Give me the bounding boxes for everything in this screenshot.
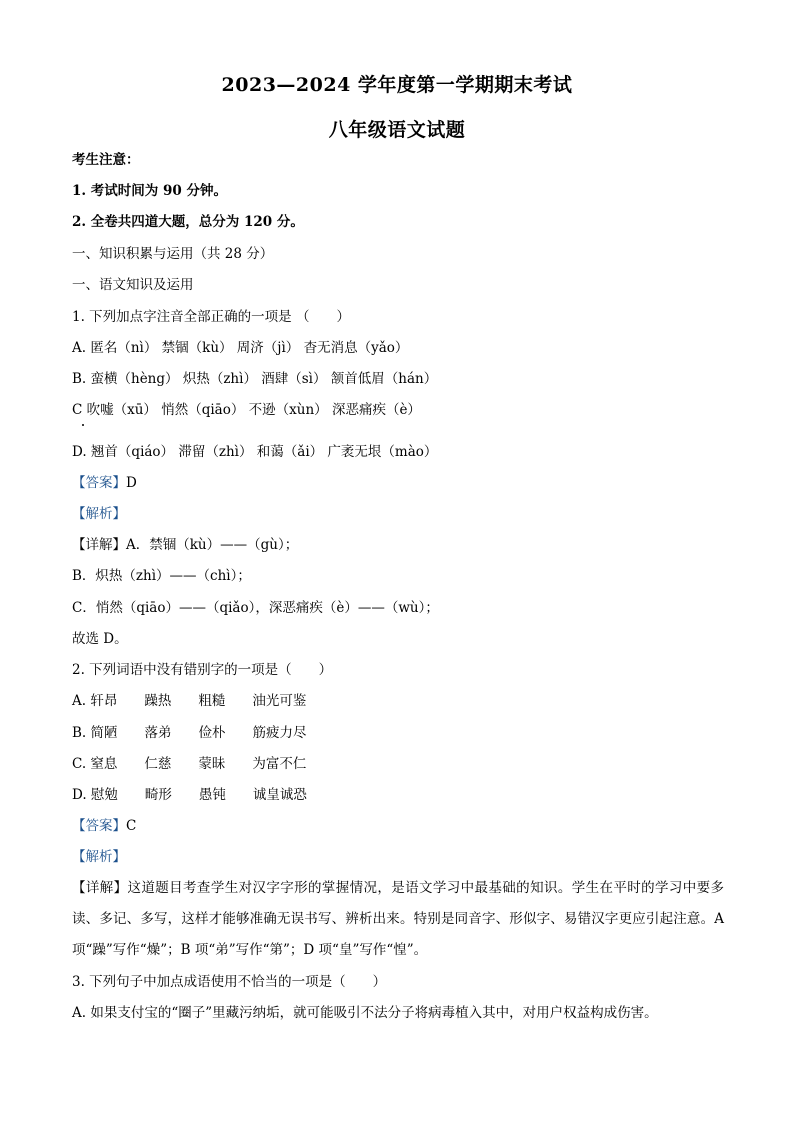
q1-conclusion: 故选 D。 <box>72 631 128 647</box>
notice-item-1: 1. 考试时间为 90 分钟。 <box>72 183 227 199</box>
exam-subtitle: 八年级语文试题 <box>328 119 466 141</box>
q2-option-a: A. 轩昂 躁热 粗糙 油光可鉴 <box>72 693 307 709</box>
q2-analysis-tag: 【解析】 <box>72 849 126 865</box>
answer-tag: 【答案】 <box>72 475 126 491</box>
q3-stem: 3. 下列句子中加点成语使用不恰当的一项是（ ） <box>72 974 387 990</box>
detail-tag: 【详解】 <box>72 880 128 896</box>
q1-detail-3: C．悄然（qiāo）——（qiǎo），深恶痛疾（è）——（wù）； <box>72 600 439 616</box>
section-part1: 一、知识积累与运用（共 28 分） <box>72 246 274 262</box>
q1-option-b: B. 蛮横（hèng） 炽热（zhì） 酒肆（sì） 颔首低眉（hán） <box>72 371 438 387</box>
notice-heading: 考生注意： <box>72 152 140 168</box>
detail-text: 这道题目考查学生对汉字字形的掌握情况，是语文学习中最基础的知识。学生在平时的学习中要多读、多记、多写，这样才能够准确无误书写、辨析出来。特别是同音字、形似字、易错汉字更应引起注意。A 项“躁”写作“燥”；B 项“弟”写作“第”；D 项“皇”写作“惶”。 <box>72 880 725 958</box>
q1-option-a: A. 匿名（nì） 禁锢（kù） 周济（jì） 杳无消息（yǎo） <box>72 340 409 356</box>
q1-option-d: D. 翘首（qiáo） 滞留（zhì） 和蔼（ǎi） 广袤无垠（mào） <box>72 444 438 460</box>
detail-tag: 【详解】 <box>72 537 126 553</box>
q2-option-c: C. 窒息 仁慈 蒙昧 为富不仁 <box>72 756 307 772</box>
q2-detail <box>72 873 724 966</box>
answer-value: D <box>126 475 137 491</box>
detail-text: A．禁锢（kù）——（gù）； <box>126 537 299 553</box>
q1-stem: 1. 下列加点字注音全部正确的一项是 （ ） <box>72 309 350 325</box>
exam-title: 2023—2024 学年度第一学期期末考试 <box>221 74 573 96</box>
q2-option-d: D. 慰勉 畸形 愚钝 诚皇诚恐 <box>72 787 307 803</box>
q1-analysis-tag: 【解析】 <box>72 506 126 522</box>
section-sub1: 一、语文知识及运用 <box>72 277 194 293</box>
answer-value: C <box>126 818 137 834</box>
q2-option-b: B. 简陋 落弟 俭朴 筋疲力尽 <box>72 725 307 741</box>
q2-answer <box>72 816 732 836</box>
q3-option-a: A. 如果支付宝的“圈子”里藏污纳垢，就可能吸引不法分子将病毒植入其中，对用户权益构成伤害。 <box>72 1005 658 1021</box>
q1-detail-1 <box>72 535 732 555</box>
q1-detail-2: B．炽热（zhì）——（chì）； <box>72 568 251 584</box>
answer-tag: 【答案】 <box>72 818 126 834</box>
q2-stem: 2. 下列词语中没有错别字的一项是（ ） <box>72 662 333 678</box>
emphasis-dot <box>82 424 84 426</box>
notice-item-2: 2. 全卷共四道大题，总分为 120 分。 <box>72 214 304 230</box>
q1-answer <box>72 473 732 493</box>
q1-option-c: C 吹嘘（xū） 悄然（qiāo） 不逊（xùn） 深恶痛疾（è） <box>72 402 421 418</box>
